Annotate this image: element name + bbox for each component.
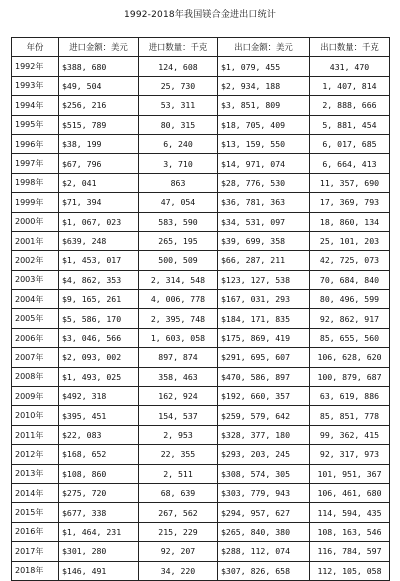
- import-amount-cell: $71, 394: [59, 193, 139, 212]
- export-quantity-cell: 112, 105, 058: [310, 561, 390, 580]
- year-cell: 2005年: [12, 309, 59, 328]
- export-quantity-cell: 63, 619, 886: [310, 387, 390, 406]
- table-row: [12, 542, 390, 561]
- table-row: [12, 96, 390, 115]
- import-quantity-cell: 47, 054: [139, 193, 218, 212]
- export-amount-cell: $265, 840, 380: [218, 522, 310, 541]
- year-cell: 2008年: [12, 367, 59, 386]
- export-amount-cell: $14, 971, 074: [218, 154, 310, 173]
- import-quantity-cell: 3, 710: [139, 154, 218, 173]
- table-row: [12, 309, 390, 328]
- import-amount-cell: $49, 504: [59, 76, 139, 95]
- export-quantity-cell: 25, 101, 203: [310, 231, 390, 250]
- import-amount-cell: $515, 789: [59, 115, 139, 134]
- export-amount-cell: $184, 171, 835: [218, 309, 310, 328]
- table-row: [12, 406, 390, 425]
- export-quantity-cell: 106, 628, 620: [310, 348, 390, 367]
- export-quantity-cell: 42, 725, 073: [310, 251, 390, 270]
- export-amount-cell: $307, 826, 658: [218, 561, 310, 580]
- table-row: [12, 173, 390, 192]
- year-cell: 2018年: [12, 561, 59, 580]
- export-quantity-cell: 17, 369, 793: [310, 193, 390, 212]
- import-amount-cell: $256, 216: [59, 96, 139, 115]
- import-amount-cell: $2, 093, 002: [59, 348, 139, 367]
- import-amount-cell: $492, 318: [59, 387, 139, 406]
- export-amount-cell: $291, 695, 607: [218, 348, 310, 367]
- export-quantity-cell: 6, 017, 685: [310, 134, 390, 153]
- export-amount-cell: $167, 031, 293: [218, 290, 310, 309]
- export-amount-cell: $288, 112, 074: [218, 542, 310, 561]
- year-cell: 2013年: [12, 464, 59, 483]
- import-quantity-cell: 53, 311: [139, 96, 218, 115]
- export-quantity-cell: 108, 163, 546: [310, 522, 390, 541]
- import-quantity-cell: 358, 463: [139, 367, 218, 386]
- export-quantity-cell: 106, 461, 680: [310, 483, 390, 502]
- export-quantity-cell: 85, 655, 560: [310, 328, 390, 347]
- import-quantity-cell: 215, 229: [139, 522, 218, 541]
- export-amount-cell: $192, 660, 357: [218, 387, 310, 406]
- import-quantity-cell: 22, 355: [139, 445, 218, 464]
- export-amount-cell: $303, 779, 943: [218, 483, 310, 502]
- export-amount-cell: $18, 705, 409: [218, 115, 310, 134]
- export-quantity-cell: 85, 851, 778: [310, 406, 390, 425]
- table-row: [12, 270, 390, 289]
- import-amount-cell: $67, 796: [59, 154, 139, 173]
- export-amount-cell: $293, 203, 245: [218, 445, 310, 464]
- import-amount-cell: $2, 041: [59, 173, 139, 192]
- table-row: [12, 290, 390, 309]
- year-cell: 2012年: [12, 445, 59, 464]
- export-amount-cell: $259, 579, 642: [218, 406, 310, 425]
- export-quantity-cell: 80, 496, 599: [310, 290, 390, 309]
- import-quantity-cell: 2, 953: [139, 425, 218, 444]
- import-amount-cell: $395, 451: [59, 406, 139, 425]
- import-quantity-cell: 265, 195: [139, 231, 218, 250]
- table-row: [12, 367, 390, 386]
- year-cell: 2001年: [12, 231, 59, 250]
- export-amount-cell: $3, 851, 809: [218, 96, 310, 115]
- import-quantity-cell: 68, 639: [139, 483, 218, 502]
- document-title: 1992-2018年我国镁合金进出口统计: [123, 10, 277, 20]
- table-row: [12, 251, 390, 270]
- year-cell: 2014年: [12, 483, 59, 502]
- export-amount-cell: $175, 869, 419: [218, 328, 310, 347]
- import-quantity-cell: 4, 006, 778: [139, 290, 218, 309]
- year-cell: 2011年: [12, 425, 59, 444]
- import-quantity-cell: 124, 608: [139, 57, 218, 76]
- year-cell: 2017年: [12, 542, 59, 561]
- export-amount-cell: $328, 377, 180: [218, 425, 310, 444]
- import-amount-cell: $4, 862, 353: [59, 270, 139, 289]
- import-export-table: [11, 37, 390, 581]
- export-amount-cell: $36, 781, 363: [218, 193, 310, 212]
- export-amount-cell: $34, 531, 097: [218, 212, 310, 231]
- export-quantity-cell: 101, 951, 367: [310, 464, 390, 483]
- year-cell: 1995年: [12, 115, 59, 134]
- table-row: [12, 503, 390, 522]
- export-quantity-cell: 5, 881, 454: [310, 115, 390, 134]
- year-cell: 2007年: [12, 348, 59, 367]
- table-row: [12, 348, 390, 367]
- import-quantity-cell: 2, 511: [139, 464, 218, 483]
- table-row: [12, 328, 390, 347]
- import-amount-cell: $1, 453, 017: [59, 251, 139, 270]
- year-cell: 1997年: [12, 154, 59, 173]
- table-row: [12, 425, 390, 444]
- import-amount-cell: $3, 046, 566: [59, 328, 139, 347]
- table-row: [12, 561, 390, 580]
- import-amount-cell: $146, 491: [59, 561, 139, 580]
- year-cell: 1994年: [12, 96, 59, 115]
- table-body: [12, 57, 390, 581]
- year-cell: 1999年: [12, 193, 59, 212]
- table-row: [12, 76, 390, 95]
- export-quantity-cell: 6, 664, 413: [310, 154, 390, 173]
- export-quantity-cell: 11, 357, 690: [310, 173, 390, 192]
- table-row: [12, 134, 390, 153]
- import-quantity-cell: 583, 590: [139, 212, 218, 231]
- table-row: [12, 483, 390, 502]
- import-amount-cell: $168, 652: [59, 445, 139, 464]
- table-row: [12, 115, 390, 134]
- export-quantity-cell: 92, 862, 917: [310, 309, 390, 328]
- import-quantity-cell: 2, 395, 748: [139, 309, 218, 328]
- year-cell: 1993年: [12, 76, 59, 95]
- export-amount-cell: $470, 586, 897: [218, 367, 310, 386]
- export-quantity-cell: 18, 860, 134: [310, 212, 390, 231]
- table-row: [12, 193, 390, 212]
- export-amount-cell: $308, 574, 305: [218, 464, 310, 483]
- header-export-amount: 出口金额：美元: [218, 38, 310, 57]
- year-cell: 2009年: [12, 387, 59, 406]
- import-amount-cell: $1, 067, 023: [59, 212, 139, 231]
- year-cell: 2000年: [12, 212, 59, 231]
- export-quantity-cell: 99, 362, 415: [310, 425, 390, 444]
- import-amount-cell: $388, 680: [59, 57, 139, 76]
- export-quantity-cell: 114, 594, 435: [310, 503, 390, 522]
- export-quantity-cell: 92, 317, 973: [310, 445, 390, 464]
- import-quantity-cell: 154, 537: [139, 406, 218, 425]
- export-amount-cell: $39, 699, 358: [218, 231, 310, 250]
- table-row: [12, 522, 390, 541]
- table-row: [12, 231, 390, 250]
- import-quantity-cell: 863: [139, 173, 218, 192]
- export-amount-cell: $294, 957, 627: [218, 503, 310, 522]
- table-row: [12, 445, 390, 464]
- import-amount-cell: $1, 493, 025: [59, 367, 139, 386]
- year-cell: 2010年: [12, 406, 59, 425]
- import-quantity-cell: 25, 730: [139, 76, 218, 95]
- import-amount-cell: $108, 860: [59, 464, 139, 483]
- import-quantity-cell: 80, 315: [139, 115, 218, 134]
- import-quantity-cell: 162, 924: [139, 387, 218, 406]
- year-cell: 2004年: [12, 290, 59, 309]
- year-cell: 2003年: [12, 270, 59, 289]
- import-amount-cell: $677, 338: [59, 503, 139, 522]
- year-cell: 1998年: [12, 173, 59, 192]
- import-quantity-cell: 34, 220: [139, 561, 218, 580]
- import-amount-cell: $5, 586, 170: [59, 309, 139, 328]
- export-amount-cell: $28, 776, 530: [218, 173, 310, 192]
- year-cell: 2002年: [12, 251, 59, 270]
- year-cell: 2015年: [12, 503, 59, 522]
- header-import-quantity: 进口数量：千克: [139, 38, 218, 57]
- import-amount-cell: $1, 464, 231: [59, 522, 139, 541]
- year-cell: 1996年: [12, 134, 59, 153]
- import-amount-cell: $9, 165, 261: [59, 290, 139, 309]
- header-year: 年份: [12, 38, 59, 57]
- import-quantity-cell: 897, 874: [139, 348, 218, 367]
- export-amount-cell: $1, 079, 455: [218, 57, 310, 76]
- export-amount-cell: $13, 159, 550: [218, 134, 310, 153]
- export-amount-cell: $123, 127, 538: [218, 270, 310, 289]
- import-amount-cell: $22, 083: [59, 425, 139, 444]
- export-quantity-cell: 70, 684, 840: [310, 270, 390, 289]
- import-quantity-cell: 267, 562: [139, 503, 218, 522]
- export-quantity-cell: 116, 784, 597: [310, 542, 390, 561]
- export-quantity-cell: 431, 470: [310, 57, 390, 76]
- export-quantity-cell: 100, 879, 687: [310, 367, 390, 386]
- export-quantity-cell: 1, 407, 814: [310, 76, 390, 95]
- year-cell: 2006年: [12, 328, 59, 347]
- table-row: [12, 464, 390, 483]
- table-row: [12, 387, 390, 406]
- table-row: [12, 154, 390, 173]
- table-row: [12, 57, 390, 76]
- header-export-quantity: 出口数量：千克: [310, 38, 390, 57]
- import-quantity-cell: 92, 207: [139, 542, 218, 561]
- export-amount-cell: $2, 934, 188: [218, 76, 310, 95]
- import-amount-cell: $38, 199: [59, 134, 139, 153]
- header-import-amount: 进口金额：美元: [59, 38, 139, 57]
- year-cell: 2016年: [12, 522, 59, 541]
- import-amount-cell: $301, 280: [59, 542, 139, 561]
- import-amount-cell: $275, 720: [59, 483, 139, 502]
- table-row: [12, 212, 390, 231]
- import-amount-cell: $639, 248: [59, 231, 139, 250]
- import-quantity-cell: 1, 603, 058: [139, 328, 218, 347]
- import-quantity-cell: 500, 509: [139, 251, 218, 270]
- export-quantity-cell: 2, 888, 666: [310, 96, 390, 115]
- year-cell: 1992年: [12, 57, 59, 76]
- import-quantity-cell: 2, 314, 548: [139, 270, 218, 289]
- import-quantity-cell: 6, 240: [139, 134, 218, 153]
- table-header-row: [12, 38, 390, 57]
- export-amount-cell: $66, 287, 211: [218, 251, 310, 270]
